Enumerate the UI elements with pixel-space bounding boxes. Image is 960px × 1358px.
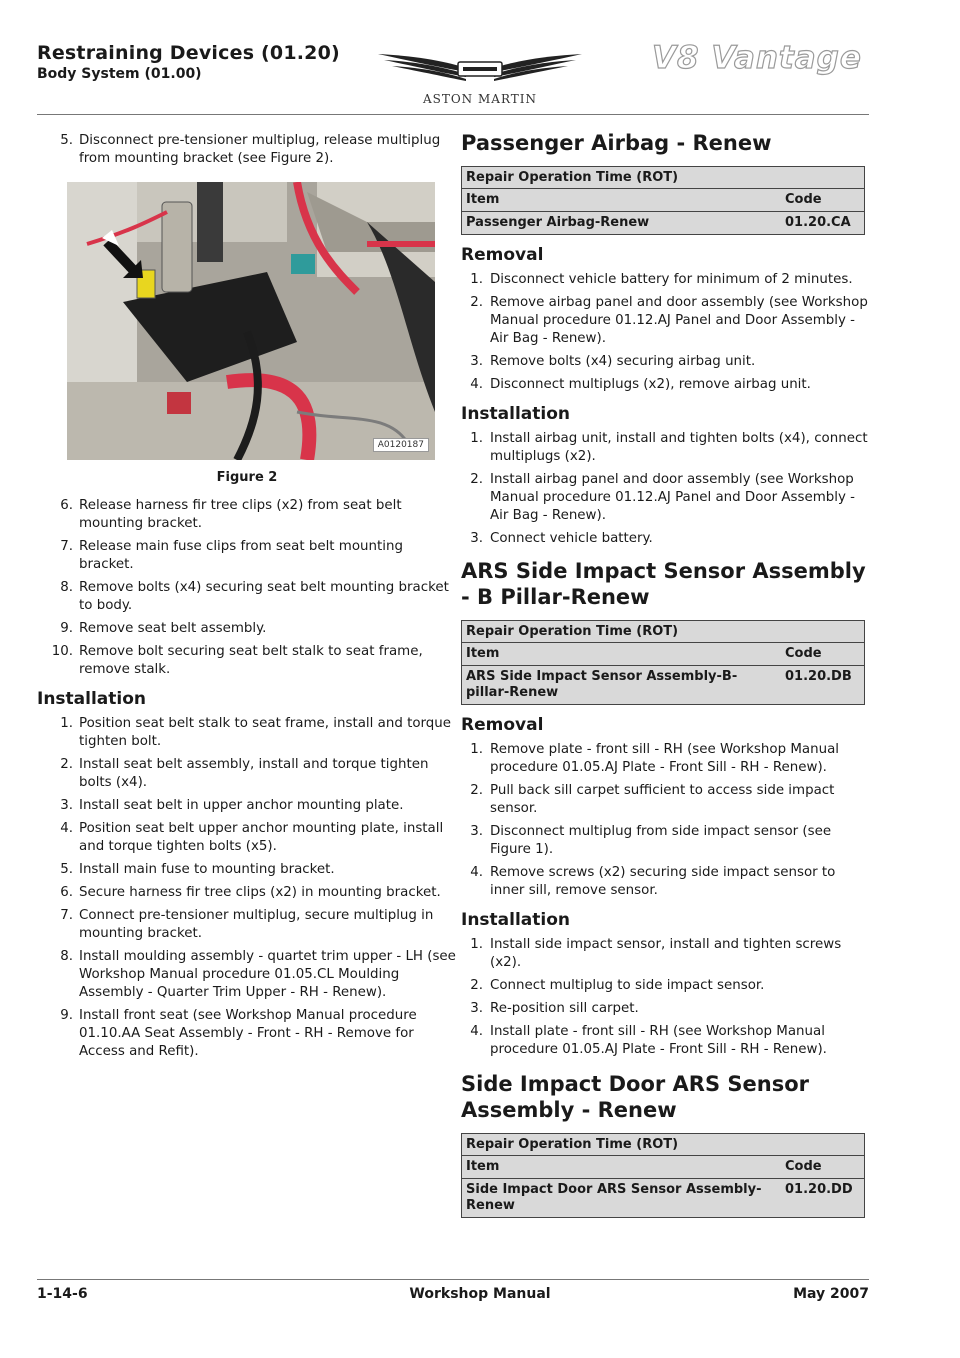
rot-table <box>461 166 865 235</box>
list-item <box>37 861 457 879</box>
step-number: 3. <box>470 1001 483 1016</box>
step-number: 6. <box>60 885 73 900</box>
list-item <box>461 1000 869 1018</box>
column-header-item: Item <box>466 1159 500 1174</box>
manual-title: Workshop Manual <box>409 1286 551 1302</box>
step-text: Connect vehicle battery. <box>490 531 653 546</box>
column-header-item: Item <box>466 646 500 661</box>
step-number: 1. <box>470 431 483 446</box>
removal-steps-continued <box>37 497 457 679</box>
list-item <box>37 620 457 638</box>
figure-reference: A0120187 <box>373 438 429 452</box>
rot-table <box>461 620 865 705</box>
rot-table <box>461 1133 865 1218</box>
table-row <box>462 212 864 234</box>
right-column <box>461 130 869 1226</box>
removal-heading: Removal <box>461 245 544 265</box>
figure-photo <box>67 182 435 460</box>
step-number: 2. <box>470 295 483 310</box>
step-number: 2. <box>470 783 483 798</box>
table-row <box>462 666 864 704</box>
list-item <box>461 1023 869 1059</box>
page-number: 1-14-6 <box>37 1286 88 1302</box>
list-item <box>461 430 869 466</box>
installation-heading: Installation <box>461 910 571 930</box>
rot-table-columns <box>462 1156 864 1179</box>
section-heading-door-sensor: Side Impact Door ARS Sensor Assembly - Renew <box>461 1072 810 1122</box>
list-item <box>37 907 457 943</box>
rot-table-header: Repair Operation Time (ROT) <box>462 621 864 643</box>
system-subtitle: Body System (01.00) <box>37 66 202 82</box>
step-text: Disconnect multiplugs (x2), remove airbag unit. <box>490 377 811 392</box>
step-text: Install front seat (see Workshop Manual procedure 01.10.AA Seat Assembly - Front - RH - Remove for Access and Refit). <box>79 1008 417 1059</box>
step-number: 4. <box>470 865 483 880</box>
step-number: 4. <box>60 821 73 836</box>
rot-code: 01.20.DD <box>785 1182 853 1197</box>
publication-date: May 2007 <box>793 1286 869 1302</box>
step-number: 8. <box>60 580 73 595</box>
step-text: Connect multiplug to side impact sensor. <box>490 978 765 993</box>
list-item <box>37 797 457 815</box>
step-number: 10. <box>51 644 73 659</box>
section-title: Restraining Devices (01.20) <box>37 42 340 64</box>
step-number: 2. <box>470 978 483 993</box>
list-item <box>461 864 869 900</box>
installation-steps <box>37 715 457 1061</box>
step-number: 1. <box>470 937 483 952</box>
rot-table-columns <box>462 643 864 666</box>
installation-heading: Installation <box>37 689 147 709</box>
step-text: Re-position sill carpet. <box>490 1001 639 1016</box>
step-number: 8. <box>60 949 73 964</box>
logo-wordmark: ASTON MARTIN <box>422 92 538 106</box>
list-item <box>461 271 869 289</box>
step-text: Position seat belt stalk to seat frame, install and torque tighten bolt. <box>79 716 452 749</box>
list-item <box>37 820 457 856</box>
rot-code: 01.20.DB <box>785 669 852 684</box>
step-number: 1. <box>60 716 73 731</box>
step-text: Release main fuse clips from seat belt mounting bracket. <box>79 539 403 572</box>
step-number: 2. <box>470 472 483 487</box>
step-text: Remove seat belt assembly. <box>79 621 267 636</box>
column-header-item: Item <box>466 192 500 207</box>
aston-martin-logo <box>378 42 582 108</box>
step-text: Remove plate - front sill - RH (see Workshop Manual procedure 01.05.AJ Plate - Front Sill - RH - Renew). <box>490 742 839 775</box>
rot-item: Passenger Airbag-Renew <box>466 215 650 230</box>
list-item <box>37 1007 457 1061</box>
step-number: 3. <box>470 354 483 369</box>
section-heading-b-pillar-sensor: ARS Side Impact Sensor Assembly - B Pillar-Renew <box>461 559 866 609</box>
section-heading-passenger-airbag: Passenger Airbag - Renew <box>461 131 772 155</box>
header-divider <box>37 114 869 115</box>
step-number: 4. <box>470 1024 483 1039</box>
list-item <box>461 294 869 348</box>
step-number: 2. <box>60 757 73 772</box>
step-number: 7. <box>60 539 73 554</box>
step-number: 3. <box>60 798 73 813</box>
list-item <box>37 132 457 168</box>
step-number: 9. <box>60 621 73 636</box>
step-number: 5. <box>60 133 73 148</box>
step-text: Install airbag unit, install and tighten bolts (x4), connect multiplugs (x2). <box>490 431 868 464</box>
installation-heading: Installation <box>461 404 571 424</box>
table-row <box>462 1179 864 1217</box>
rot-table-header: Repair Operation Time (ROT) <box>462 1134 864 1156</box>
step-number: 1. <box>470 742 483 757</box>
list-item <box>461 782 869 818</box>
column-header-code: Code <box>785 646 822 661</box>
list-item <box>37 884 457 902</box>
list-item <box>37 756 457 792</box>
footer-divider <box>37 1279 869 1280</box>
page-header <box>0 0 960 120</box>
step-text: Disconnect multiplug from side impact sensor (see Figure 1). <box>490 824 832 857</box>
list-item <box>37 948 457 1002</box>
list-item <box>461 936 869 972</box>
step-text: Remove bolts (x4) securing airbag unit. <box>490 354 756 369</box>
rot-item: Side Impact Door ARS Sensor Assembly-Renew <box>466 1182 762 1213</box>
step-text: Connect pre-tensioner multiplug, secure multiplug in mounting bracket. <box>79 908 434 941</box>
step-number: 1. <box>470 272 483 287</box>
step-number: 4. <box>470 377 483 392</box>
step-number: 3. <box>470 531 483 546</box>
rot-table-header: Repair Operation Time (ROT) <box>462 167 864 189</box>
step-text: Release harness fir tree clips (x2) from seat belt mounting bracket. <box>79 498 402 531</box>
model-brand: V8 Vantage <box>652 40 862 76</box>
figure-caption: Figure 2 <box>216 470 278 485</box>
removal-heading: Removal <box>461 715 544 735</box>
step-text: Install seat belt assembly, install and torque tighten bolts (x4). <box>79 757 429 790</box>
list-item <box>461 823 869 859</box>
step-text: Position seat belt upper anchor mounting plate, install and torque tighten bolts (x5). <box>79 821 444 854</box>
rot-table-columns <box>462 189 864 212</box>
step-number: 3. <box>470 824 483 839</box>
step-text: Remove bolt securing seat belt stalk to seat frame, remove stalk. <box>79 644 423 677</box>
step-text: Install main fuse to mounting bracket. <box>79 862 335 877</box>
step-text: Pull back sill carpet sufficient to access side impact sensor. <box>490 783 835 816</box>
rot-item: ARS Side Impact Sensor Assembly-B-pillar-Renew <box>466 669 738 700</box>
list-item <box>37 715 457 751</box>
list-item <box>461 353 869 371</box>
step-text: Disconnect vehicle battery for minimum of 2 minutes. <box>490 272 853 287</box>
step-text: Remove screws (x2) securing side impact sensor to inner sill, remove sensor. <box>490 865 836 898</box>
column-header-code: Code <box>785 192 822 207</box>
step-text: Install side impact sensor, install and tighten screws (x2). <box>490 937 842 970</box>
step-text: Remove bolts (x4) securing seat belt mounting bracket to body. <box>79 580 449 613</box>
step-text: Remove airbag panel and door assembly (see Workshop Manual procedure 01.12.AJ Panel and Door Assembly - Air Bag - Renew). <box>490 295 868 346</box>
list-item <box>461 471 869 525</box>
step-text: Disconnect pre-tensioner multiplug, release multiplug from mounting bracket (see Figure 2). <box>79 133 441 166</box>
list-item <box>461 741 869 777</box>
list-item <box>37 643 457 679</box>
left-column <box>37 132 457 1066</box>
list-item <box>461 530 869 548</box>
step-number: 7. <box>60 908 73 923</box>
step-text: Install plate - front sill - RH (see Workshop Manual procedure 01.05.AJ Plate - Front Sill - RH - Renew). <box>490 1024 827 1057</box>
step-text: Install airbag panel and door assembly (see Workshop Manual procedure 01.12.AJ Panel and Door Assembly - Air Bag - Renew). <box>490 472 855 523</box>
column-header-code: Code <box>785 1159 822 1174</box>
list-item <box>37 538 457 574</box>
step-number: 9. <box>60 1008 73 1023</box>
step-number: 5. <box>60 862 73 877</box>
step-text: Install moulding assembly - quartet trim upper - LH (see Workshop Manual procedure 01.05.CL Moulding Assembly - Quarter Trim Upper - RH - Renew). <box>79 949 456 1000</box>
list-item <box>461 977 869 995</box>
rot-code: 01.20.CA <box>785 215 851 230</box>
list-item <box>37 497 457 533</box>
step-number: 6. <box>60 498 73 513</box>
list-item <box>37 579 457 615</box>
list-item <box>461 376 869 394</box>
step-text: Install seat belt in upper anchor mounting plate. <box>79 798 404 813</box>
step-text: Secure harness fir tree clips (x2) in mounting bracket. <box>79 885 441 900</box>
